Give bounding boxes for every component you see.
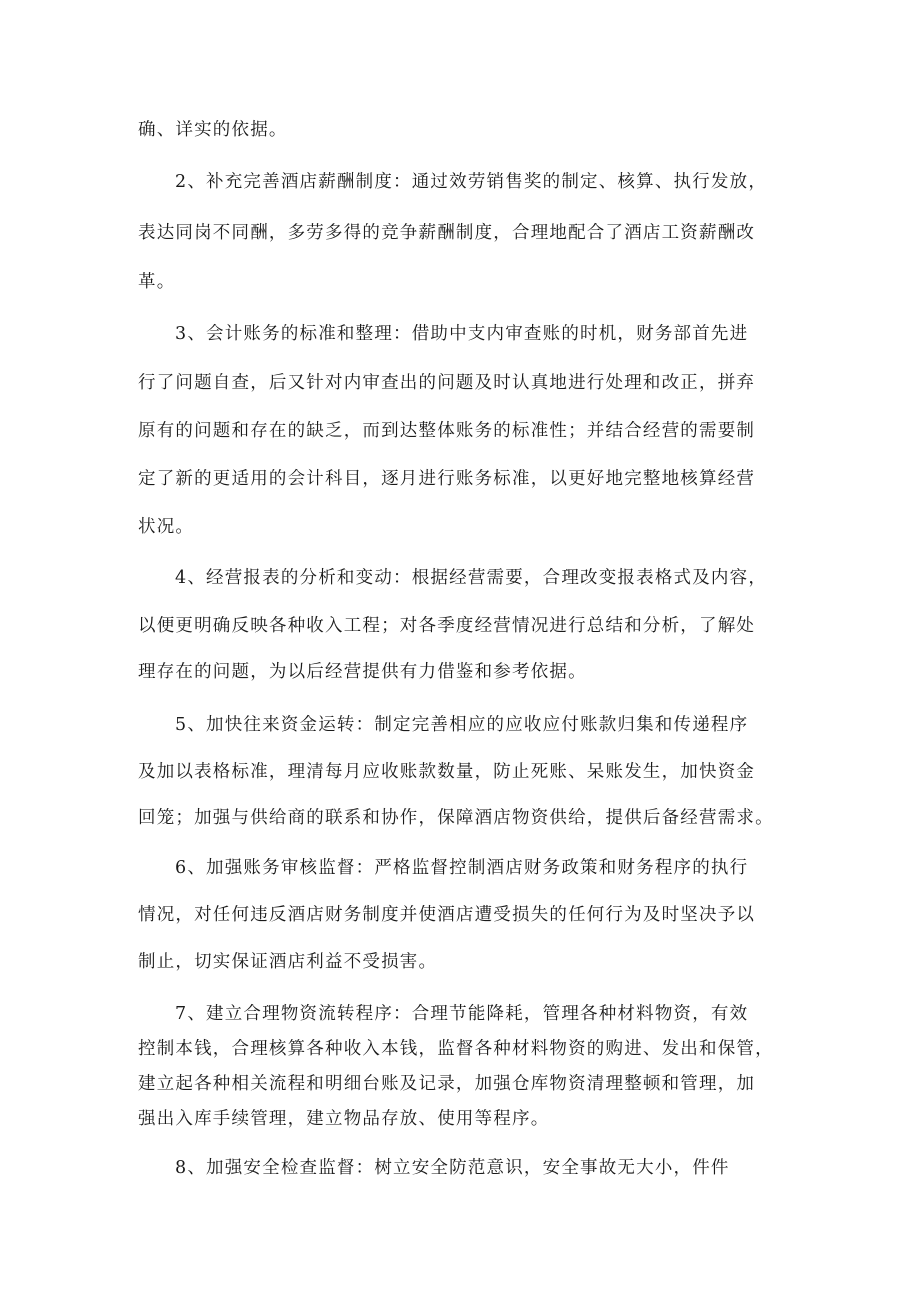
paragraph-7-line-4: 强出入库手续管理，建立物品存放、使用等程序。	[138, 1109, 550, 1129]
paragraph-7-line-2: 控制本钱，合理核算各种收入本钱，监督各种材料物资的购进、发出和保管，	[138, 1039, 774, 1059]
paragraph-2-line-3: 革。	[138, 272, 176, 292]
paragraph-3-line-5: 状况。	[138, 517, 195, 537]
paragraph-3-line-1: 3、会计账务的标准和整理：借助中支内审查账的时机，财务部首先进	[175, 324, 749, 344]
paragraph-4-line-2: 以便更明确反映各种收入工程；对各季度经营情况进行总结和分析，了解处	[138, 616, 756, 636]
paragraph-6-line-1: 6、加强账务审核监督：严格监督控制酒店财务政策和财务程序的执行	[175, 858, 749, 878]
paragraph-8-line-1: 8、加强安全检查监督：树立安全防范意识，安全事故无大小，件件	[175, 1158, 730, 1178]
paragraph-3-line-4: 定了新的更适用的会计科目，逐月进行账务标准，以更好地完整地核算经营	[138, 469, 756, 489]
paragraph-1-line-1: 确、详实的依据。	[138, 120, 288, 140]
paragraph-5-line-2: 及加以表格标准，理清每月应收账款数量，防止死账、呆账发生，加快资金	[138, 762, 756, 782]
paragraph-4-line-3: 理存在的问题，为以后经营提供有力借鉴和参考依据。	[138, 662, 587, 682]
paragraph-6-line-2: 情况，对任何违反酒店财务制度并使酒店遭受损失的任何行为及时坚决予以	[138, 905, 756, 925]
paragraph-7-line-1: 7、建立合理物资流转程序：合理节能降耗，管理各种材料物资，有效	[175, 1004, 749, 1024]
paragraph-5-line-1: 5、加快往来资金运转：制定完善相应的应收应付账款归集和传递程序	[175, 715, 749, 735]
paragraph-3-line-3: 原有的问题和存在的缺乏，而到达整体账务的标准性；并结合经营的需要制	[138, 421, 756, 441]
paragraph-3-line-2: 行了问题自查，后又针对内审查出的问题及时认真地进行处理和改正，拼弃	[138, 373, 756, 393]
paragraph-2-line-1: 2、补充完善酒店薪酬制度：通过效劳销售奖的制定、核算、执行发放，	[175, 172, 768, 192]
paragraph-4-line-1: 4、经营报表的分析和变动：根据经营需要，合理改变报表格式及内容，	[175, 568, 768, 588]
paragraph-5-line-3: 回笼；加强与供给商的联系和协作，保障酒店物资供给，提供后备经营需求。	[138, 808, 774, 828]
paragraph-7-line-3: 建立起各种相关流程和明细台账及记录，加强仓库物资清理整顿和管理，加	[138, 1074, 756, 1094]
paragraph-2-line-2: 表达同岗不同酬，多劳多得的竞争薪酬制度，合理地配合了酒店工资薪酬改	[138, 223, 756, 243]
paragraph-6-line-3: 制止，切实保证酒店利益不受损害。	[138, 952, 438, 972]
